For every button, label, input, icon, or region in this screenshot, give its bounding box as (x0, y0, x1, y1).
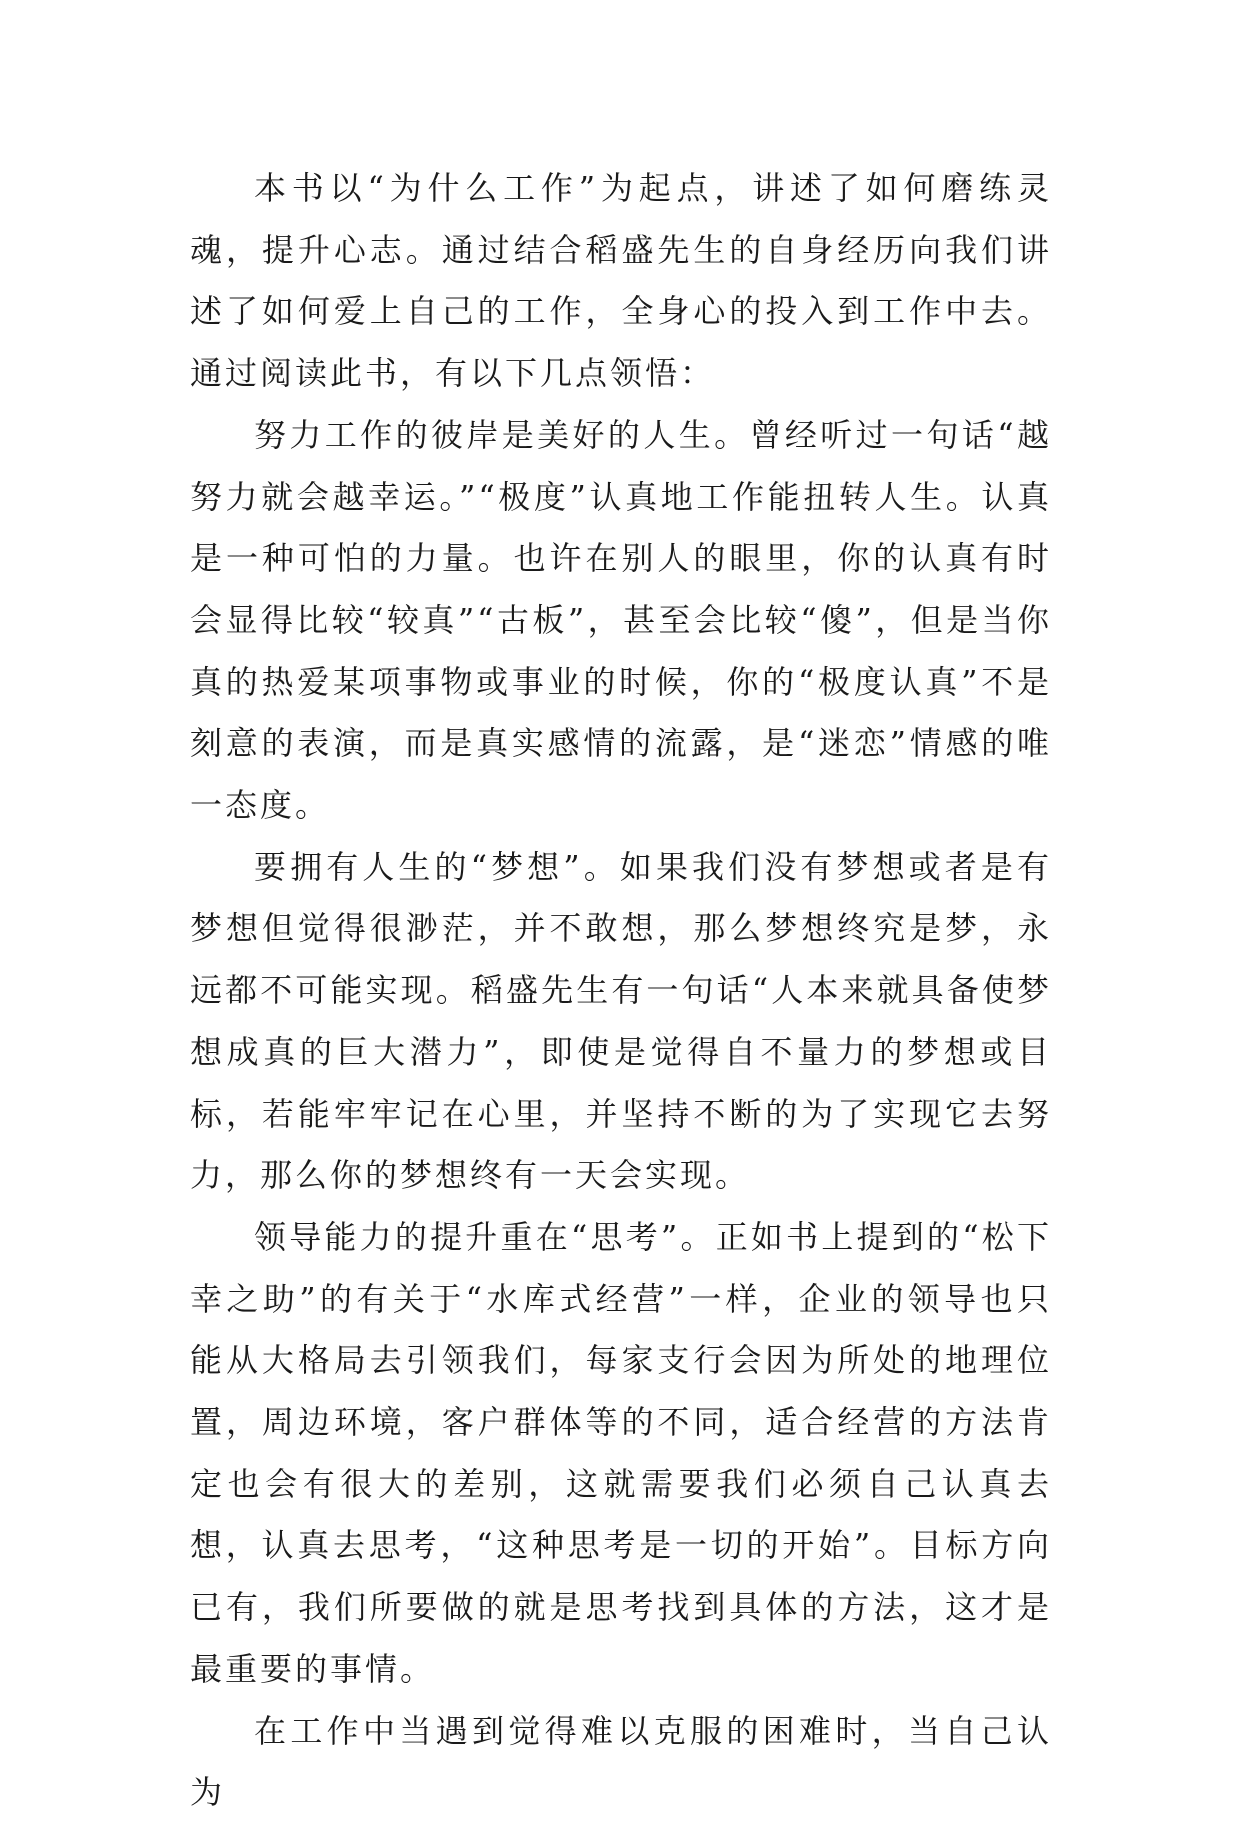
paragraph-hard-work: 努力工作的彼岸是美好的人生。曾经听过一句话“越努力就会越幸运。”“极度”认真地工作能扭转人生。认真是一种可怕的力量。也许在别人的眼里，你的认真有时会显得比较“较真”“古板”，甚至会比较“傻”，但是当你真的热爱某项事物或事业的时候，你的“极度认真”不是刻意的表演，而是真实感情的流露，是“迷恋”情感的唯一态度。 (190, 415, 1052, 825)
paragraph-dream: 要拥有人生的“梦想”。如果我们没有梦想或者是有梦想但觉得很渺茫，并不敢想，那么梦想终究是梦，永远都不可能实现。稻盛先生有一句话“人本来就具备使梦想成真的巨大潜力”，即使是觉得自不量力的梦想或目标，若能牢牢记在心里，并坚持不断的为了实现它去努力，那么你的梦想终有一天会实现。 (190, 847, 1052, 1195)
paragraph-difficulty: 在工作中当遇到觉得难以克服的困难时，当自己认为 (190, 1711, 1052, 1812)
paragraph-intro: 本书以“为什么工作”为起点，讲述了如何磨练灵魂，提升心志。通过结合稻盛先生的自身经历向我们讲述了如何爱上自己的工作，全身心的投入到工作中去。通过阅读此书，有以下几点领悟： (190, 169, 1052, 393)
paragraph-leadership: 领导能力的提升重在“思考”。正如书上提到的“松下幸之助”的有关于“水库式经营”一样，企业的领导也只能从大格局去引领我们，每家支行会因为所处的地理位置，周边环境，客户群体等的不同，适合经营的方法肯定也会有很大的差别，这就需要我们必须自己认真去想，认真去思考，“这种思考是一切的开始”。目标方向已有，我们所要做的就是思考找到具体的方法，这才是最重要的事情。 (190, 1217, 1052, 1688)
body-text (190, 158, 1052, 1824)
